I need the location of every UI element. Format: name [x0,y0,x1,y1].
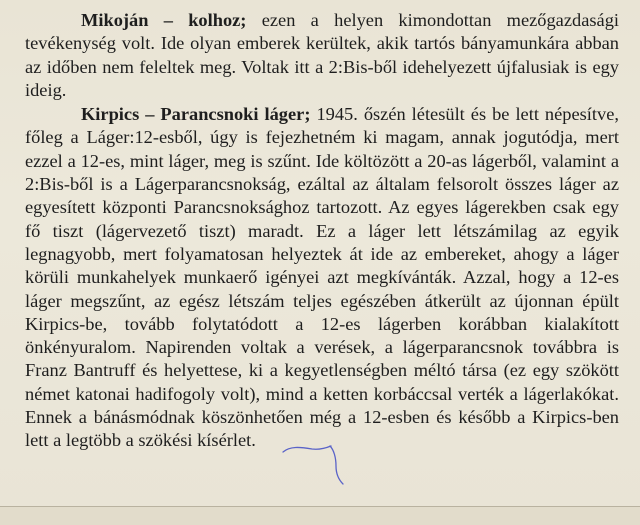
paragraph-kirpics-parancsnoki-lager [25,103,619,452]
body-kirpics-parancsnoki-lager: 1945. őszén létesült és be lett népesítve, főleg a Láger:12-esből, úgy is fejezhetném ki magam, annak jogutódja, mert ezzel a 12-es, mint láger, meg is szűnt. Ide költözött a 20-as lágerből, valamint a 2:Bis-ből is a Lágerparancsnokság, ezáltal az általam felsorolt összes láger az egyesített központi Parancsnoksághoz tartozott. Az egyes lágerekben csak egy fő tiszt (lágervezető tiszt) maradt. Ez a láger lett létszámilag az egyik legnagyobb, mert folyamatosan helyeztek át ide az embereket, ahogy a láger körüli munkahelyek munkaerő igényei azt megkívánták. Azzal, hogy a 12-es láger megszűnt, az egész létszám teljes egészében átkerült az újonnan épült Kirpics-be, tovább folytatódott a 12-es lágerben korábban kialakított önkényuralom. Napirenden voltak a verések, a lágerparancsnok továbbra is Franz Bantruff és helyettese, ki a kegyetlenségben méltó társa (ez egy szökött német katonai hadifogoly volt), mind a ketten korbáccsal verték a lágerlakókat. Ennek a bánásmódnak köszönhetően még a 12-esben és később a Kirpics-ben lett a legtöbb a szökési kísérlet. [25,104,619,451]
heading-kirpics-parancsnoki-lager: Kirpics – Parancsnoki láger; [81,104,311,125]
paragraph-mikojan-kolhoz [25,9,619,102]
document-body [25,9,619,454]
body-mikojan-kolhoz: ezen a helyen kimondottan mezőgazdasági tevékenység volt. Ide olyan emberek kerültek, akik tartós bányamunkára abban az időben nem feleltek meg. Voltak itt a 2:Bis-ből idehelyezett újfalusiak is egy ideig. [25,10,619,100]
heading-mikojan-kolhoz: Mikoján – kolhoz; [81,10,247,30]
page-bottom-strip [0,507,640,525]
